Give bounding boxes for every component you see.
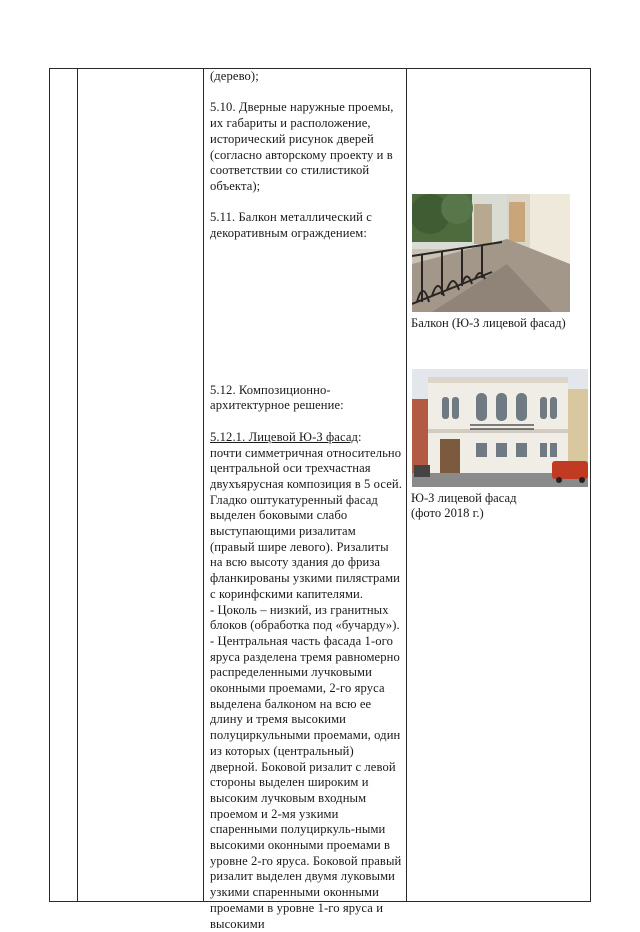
facade-photo [412, 369, 588, 487]
balcony-photo-caption: Балкон (Ю-З лицевой фасад) [411, 316, 566, 330]
paragraph-5-12: 5.12. Композиционно-архитектурное решение: [210, 382, 344, 413]
photo-column-cell [407, 69, 591, 902]
number-column-cell [50, 69, 78, 902]
paragraph-5-11: 5.11. Балкон металлический с декоративным ограждением: [210, 210, 372, 240]
document-table [49, 68, 591, 931]
facade-photo-caption-title: Ю-З лицевой фасад [411, 491, 517, 505]
paragraph-5-10: 5.10. Дверные наружные проемы, их габариты и расположение, исторический рисунок дверей (согласно авторскому проекту и в соответствии со стилистикой объекта); [210, 100, 394, 193]
paragraph-facade-description: почти симметричная относительно центральной оси трехчастная двухъярусная композиция в 5 осей. Гладко оштукатуренный фасад выделен боковыми слабо выступающими ризалитам (правый шире левого). Ризалиты на всю высоту здания до фриза фланкированы узкими пилястрами с коринфскими капителями. [210, 445, 402, 601]
description-column-cell [204, 69, 407, 931]
facade-photo-caption-date: (фото 2018 г.) [411, 506, 484, 520]
paragraph-wood: (дерево); [210, 69, 259, 83]
table-row [50, 69, 591, 902]
description-text [204, 69, 406, 932]
balcony-photo [412, 194, 570, 312]
paragraph-central-part: - Центральная часть фасада 1-ого яруса разделена тремя равномерно распределенными лучковыми оконными проемами, 2-го яруса выделена балконом на всю ее длину и тремя высокими полуциркульными проемами, один из которых (центральный) дверной. Боковой ризалит с левой стороны выделен широким и высоким лучковым входным проемом и 2-мя узкими спаренными полуциркуль-ными высокими оконными проемами в уровне 2-го яруса. Боковой правый ризалит выделен двумя луковыми узкими спаренными оконными проемами в уровне 1-го яруса и высокими [210, 633, 402, 931]
name-column-cell [78, 69, 204, 902]
paragraph-socle: - Цоколь – низкий, из гранитных блоков (обработка под «бучарду»). [210, 602, 400, 633]
paragraph-5-12-1: 5.12.1. Лицевой Ю-З фасад: [210, 429, 362, 444]
facade-heading: 5.12.1. Лицевой Ю-З фасад [210, 429, 359, 444]
